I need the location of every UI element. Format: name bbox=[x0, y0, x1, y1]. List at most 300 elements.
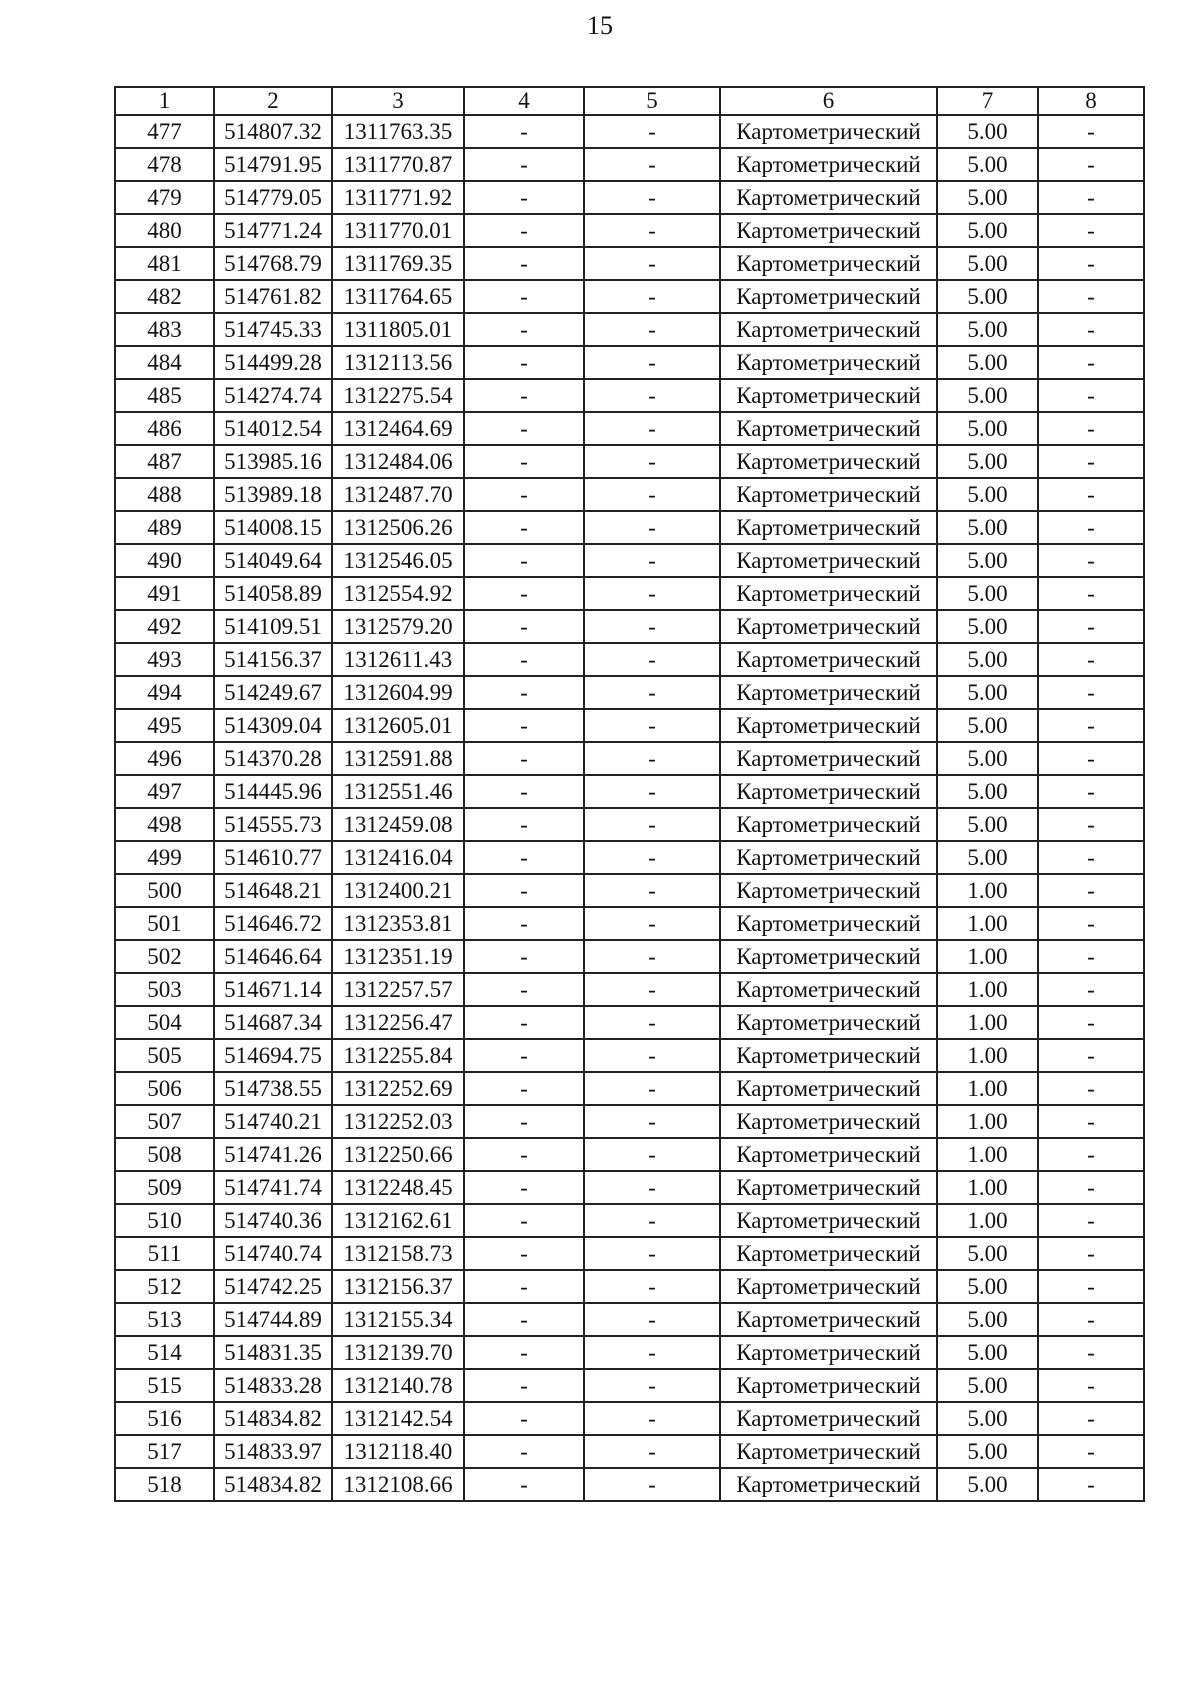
x-coordinate-cell: 514807.32 bbox=[214, 115, 332, 148]
column-4-cell: - bbox=[464, 1369, 584, 1402]
table-row bbox=[115, 1039, 1144, 1072]
column-5-cell: - bbox=[584, 643, 720, 676]
accuracy-cell: 1.00 bbox=[937, 1138, 1038, 1171]
y-coordinate-cell: 1312464.69 bbox=[332, 412, 464, 445]
column-5-cell: - bbox=[584, 1303, 720, 1336]
method-cell: Картометрический bbox=[720, 577, 937, 610]
table-body bbox=[115, 87, 1144, 1501]
point-number-cell: 490 bbox=[115, 544, 214, 577]
page-number: 15 bbox=[587, 11, 613, 40]
accuracy-cell: 1.00 bbox=[937, 874, 1038, 907]
point-number-cell: 505 bbox=[115, 1039, 214, 1072]
column-8-cell: - bbox=[1038, 1006, 1144, 1039]
method-cell: Картометрический bbox=[720, 1270, 937, 1303]
accuracy-cell: 5.00 bbox=[937, 643, 1038, 676]
method-cell: Картометрический bbox=[720, 742, 937, 775]
accuracy-cell: 5.00 bbox=[937, 181, 1038, 214]
x-coordinate-cell: 514610.77 bbox=[214, 841, 332, 874]
y-coordinate-cell: 1311770.01 bbox=[332, 214, 464, 247]
accuracy-cell: 5.00 bbox=[937, 610, 1038, 643]
column-header: 8 bbox=[1038, 87, 1144, 115]
column-4-cell: - bbox=[464, 577, 584, 610]
column-header: 2 bbox=[214, 87, 332, 115]
table-row bbox=[115, 709, 1144, 742]
column-8-cell: - bbox=[1038, 841, 1144, 874]
point-number-cell: 504 bbox=[115, 1006, 214, 1039]
y-coordinate-cell: 1312275.54 bbox=[332, 379, 464, 412]
y-coordinate-cell: 1312579.20 bbox=[332, 610, 464, 643]
column-8-cell: - bbox=[1038, 1402, 1144, 1435]
x-coordinate-cell: 514499.28 bbox=[214, 346, 332, 379]
column-4-cell: - bbox=[464, 874, 584, 907]
x-coordinate-cell: 514274.74 bbox=[214, 379, 332, 412]
table-row bbox=[115, 577, 1144, 610]
column-4-cell: - bbox=[464, 115, 584, 148]
table-row bbox=[115, 1072, 1144, 1105]
table-row bbox=[115, 1270, 1144, 1303]
accuracy-cell: 5.00 bbox=[937, 808, 1038, 841]
column-4-cell: - bbox=[464, 1039, 584, 1072]
point-number-cell: 501 bbox=[115, 907, 214, 940]
y-coordinate-cell: 1311771.92 bbox=[332, 181, 464, 214]
method-cell: Картометрический bbox=[720, 709, 937, 742]
method-cell: Картометрический bbox=[720, 940, 937, 973]
column-8-cell: - bbox=[1038, 148, 1144, 181]
column-4-cell: - bbox=[464, 1138, 584, 1171]
method-cell: Картометрический bbox=[720, 214, 937, 247]
column-4-cell: - bbox=[464, 775, 584, 808]
y-coordinate-cell: 1312139.70 bbox=[332, 1336, 464, 1369]
point-number-cell: 494 bbox=[115, 676, 214, 709]
column-5-cell: - bbox=[584, 1039, 720, 1072]
accuracy-cell: 5.00 bbox=[937, 313, 1038, 346]
accuracy-cell: 1.00 bbox=[937, 940, 1038, 973]
column-8-cell: - bbox=[1038, 313, 1144, 346]
column-8-cell: - bbox=[1038, 511, 1144, 544]
column-8-cell: - bbox=[1038, 346, 1144, 379]
point-number-cell: 500 bbox=[115, 874, 214, 907]
accuracy-cell: 5.00 bbox=[937, 1270, 1038, 1303]
column-8-cell: - bbox=[1038, 709, 1144, 742]
point-number-cell: 482 bbox=[115, 280, 214, 313]
column-8-cell: - bbox=[1038, 808, 1144, 841]
accuracy-cell: 1.00 bbox=[937, 1204, 1038, 1237]
column-4-cell: - bbox=[464, 1270, 584, 1303]
table-row bbox=[115, 1171, 1144, 1204]
column-4-cell: - bbox=[464, 1204, 584, 1237]
table-row bbox=[115, 544, 1144, 577]
accuracy-cell: 5.00 bbox=[937, 742, 1038, 775]
x-coordinate-cell: 514646.64 bbox=[214, 940, 332, 973]
accuracy-cell: 1.00 bbox=[937, 1006, 1038, 1039]
column-4-cell: - bbox=[464, 478, 584, 511]
y-coordinate-cell: 1311805.01 bbox=[332, 313, 464, 346]
column-5-cell: - bbox=[584, 1369, 720, 1402]
y-coordinate-cell: 1312353.81 bbox=[332, 907, 464, 940]
y-coordinate-cell: 1312484.06 bbox=[332, 445, 464, 478]
accuracy-cell: 5.00 bbox=[937, 1303, 1038, 1336]
accuracy-cell: 5.00 bbox=[937, 775, 1038, 808]
x-coordinate-cell: 514555.73 bbox=[214, 808, 332, 841]
point-number-cell: 483 bbox=[115, 313, 214, 346]
y-coordinate-cell: 1312546.05 bbox=[332, 544, 464, 577]
accuracy-cell: 5.00 bbox=[937, 280, 1038, 313]
column-5-cell: - bbox=[584, 1237, 720, 1270]
method-cell: Картометрический bbox=[720, 379, 937, 412]
column-5-cell: - bbox=[584, 940, 720, 973]
column-4-cell: - bbox=[464, 379, 584, 412]
table-row bbox=[115, 676, 1144, 709]
column-8-cell: - bbox=[1038, 115, 1144, 148]
point-number-cell: 486 bbox=[115, 412, 214, 445]
method-cell: Картометрический bbox=[720, 1138, 937, 1171]
method-cell: Картометрический bbox=[720, 1237, 937, 1270]
method-cell: Картометрический bbox=[720, 1072, 937, 1105]
x-coordinate-cell: 514768.79 bbox=[214, 247, 332, 280]
point-number-cell: 507 bbox=[115, 1105, 214, 1138]
table-row bbox=[115, 115, 1144, 148]
method-cell: Картометрический bbox=[720, 1435, 937, 1468]
y-coordinate-cell: 1312604.99 bbox=[332, 676, 464, 709]
column-4-cell: - bbox=[464, 841, 584, 874]
table-row bbox=[115, 1468, 1144, 1501]
x-coordinate-cell: 514648.21 bbox=[214, 874, 332, 907]
column-5-cell: - bbox=[584, 511, 720, 544]
column-4-cell: - bbox=[464, 313, 584, 346]
y-coordinate-cell: 1312506.26 bbox=[332, 511, 464, 544]
column-4-cell: - bbox=[464, 907, 584, 940]
method-cell: Картометрический bbox=[720, 1171, 937, 1204]
method-cell: Картометрический bbox=[720, 1204, 937, 1237]
column-4-cell: - bbox=[464, 544, 584, 577]
accuracy-cell: 1.00 bbox=[937, 1039, 1038, 1072]
accuracy-cell: 5.00 bbox=[937, 478, 1038, 511]
accuracy-cell: 5.00 bbox=[937, 511, 1038, 544]
accuracy-cell: 5.00 bbox=[937, 1468, 1038, 1501]
x-coordinate-cell: 514740.74 bbox=[214, 1237, 332, 1270]
method-cell: Картометрический bbox=[720, 1336, 937, 1369]
method-cell: Картометрический bbox=[720, 1402, 937, 1435]
table-row bbox=[115, 214, 1144, 247]
column-5-cell: - bbox=[584, 346, 720, 379]
method-cell: Картометрический bbox=[720, 610, 937, 643]
table-header-row bbox=[115, 87, 1144, 115]
accuracy-cell: 5.00 bbox=[937, 1402, 1038, 1435]
point-number-cell: 481 bbox=[115, 247, 214, 280]
accuracy-cell: 1.00 bbox=[937, 1105, 1038, 1138]
coordinates-table bbox=[114, 86, 1145, 1502]
point-number-cell: 495 bbox=[115, 709, 214, 742]
column-8-cell: - bbox=[1038, 907, 1144, 940]
column-5-cell: - bbox=[584, 115, 720, 148]
x-coordinate-cell: 514742.25 bbox=[214, 1270, 332, 1303]
column-4-cell: - bbox=[464, 412, 584, 445]
point-number-cell: 497 bbox=[115, 775, 214, 808]
column-5-cell: - bbox=[584, 874, 720, 907]
point-number-cell: 516 bbox=[115, 1402, 214, 1435]
method-cell: Картометрический bbox=[720, 1369, 937, 1402]
column-5-cell: - bbox=[584, 313, 720, 346]
accuracy-cell: 5.00 bbox=[937, 1369, 1038, 1402]
table-row bbox=[115, 148, 1144, 181]
point-number-cell: 485 bbox=[115, 379, 214, 412]
accuracy-cell: 5.00 bbox=[937, 1336, 1038, 1369]
column-header: 4 bbox=[464, 87, 584, 115]
column-header: 7 bbox=[937, 87, 1038, 115]
column-8-cell: - bbox=[1038, 874, 1144, 907]
y-coordinate-cell: 1312605.01 bbox=[332, 709, 464, 742]
column-8-cell: - bbox=[1038, 1270, 1144, 1303]
column-8-cell: - bbox=[1038, 643, 1144, 676]
point-number-cell: 506 bbox=[115, 1072, 214, 1105]
column-5-cell: - bbox=[584, 412, 720, 445]
column-4-cell: - bbox=[464, 742, 584, 775]
column-4-cell: - bbox=[464, 676, 584, 709]
column-4-cell: - bbox=[464, 1336, 584, 1369]
column-header: 6 bbox=[720, 87, 937, 115]
point-number-cell: 487 bbox=[115, 445, 214, 478]
method-cell: Картометрический bbox=[720, 1105, 937, 1138]
y-coordinate-cell: 1312416.04 bbox=[332, 841, 464, 874]
point-number-cell: 499 bbox=[115, 841, 214, 874]
table-row bbox=[115, 841, 1144, 874]
y-coordinate-cell: 1312256.47 bbox=[332, 1006, 464, 1039]
accuracy-cell: 5.00 bbox=[937, 841, 1038, 874]
y-coordinate-cell: 1312252.03 bbox=[332, 1105, 464, 1138]
method-cell: Картометрический bbox=[720, 874, 937, 907]
y-coordinate-cell: 1312158.73 bbox=[332, 1237, 464, 1270]
column-5-cell: - bbox=[584, 973, 720, 1006]
column-5-cell: - bbox=[584, 1435, 720, 1468]
column-5-cell: - bbox=[584, 445, 720, 478]
column-5-cell: - bbox=[584, 214, 720, 247]
column-8-cell: - bbox=[1038, 1105, 1144, 1138]
column-8-cell: - bbox=[1038, 676, 1144, 709]
column-5-cell: - bbox=[584, 1006, 720, 1039]
point-number-cell: 514 bbox=[115, 1336, 214, 1369]
point-number-cell: 480 bbox=[115, 214, 214, 247]
column-8-cell: - bbox=[1038, 973, 1144, 1006]
column-8-cell: - bbox=[1038, 577, 1144, 610]
point-number-cell: 511 bbox=[115, 1237, 214, 1270]
column-5-cell: - bbox=[584, 1171, 720, 1204]
x-coordinate-cell: 514309.04 bbox=[214, 709, 332, 742]
accuracy-cell: 5.00 bbox=[937, 148, 1038, 181]
column-5-cell: - bbox=[584, 1072, 720, 1105]
x-coordinate-cell: 514687.34 bbox=[214, 1006, 332, 1039]
accuracy-cell: 5.00 bbox=[937, 577, 1038, 610]
method-cell: Картометрический bbox=[720, 181, 937, 214]
point-number-cell: 512 bbox=[115, 1270, 214, 1303]
column-5-cell: - bbox=[584, 379, 720, 412]
point-number-cell: 503 bbox=[115, 973, 214, 1006]
accuracy-cell: 5.00 bbox=[937, 247, 1038, 280]
y-coordinate-cell: 1312140.78 bbox=[332, 1369, 464, 1402]
column-5-cell: - bbox=[584, 1105, 720, 1138]
accuracy-cell: 5.00 bbox=[937, 1237, 1038, 1270]
y-coordinate-cell: 1312551.46 bbox=[332, 775, 464, 808]
x-coordinate-cell: 514833.28 bbox=[214, 1369, 332, 1402]
column-5-cell: - bbox=[584, 808, 720, 841]
column-header: 1 bbox=[115, 87, 214, 115]
method-cell: Картометрический bbox=[720, 511, 937, 544]
table-row bbox=[115, 1237, 1144, 1270]
column-4-cell: - bbox=[464, 610, 584, 643]
x-coordinate-cell: 514833.97 bbox=[214, 1435, 332, 1468]
method-cell: Картометрический bbox=[720, 775, 937, 808]
y-coordinate-cell: 1312142.54 bbox=[332, 1402, 464, 1435]
table-row bbox=[115, 1303, 1144, 1336]
column-5-cell: - bbox=[584, 544, 720, 577]
column-4-cell: - bbox=[464, 973, 584, 1006]
accuracy-cell: 5.00 bbox=[937, 379, 1038, 412]
accuracy-cell: 5.00 bbox=[937, 676, 1038, 709]
x-coordinate-cell: 514740.21 bbox=[214, 1105, 332, 1138]
accuracy-cell: 1.00 bbox=[937, 1072, 1038, 1105]
y-coordinate-cell: 1312257.57 bbox=[332, 973, 464, 1006]
column-4-cell: - bbox=[464, 1072, 584, 1105]
x-coordinate-cell: 513985.16 bbox=[214, 445, 332, 478]
y-coordinate-cell: 1312611.43 bbox=[332, 643, 464, 676]
method-cell: Картометрический bbox=[720, 973, 937, 1006]
column-8-cell: - bbox=[1038, 610, 1144, 643]
point-number-cell: 517 bbox=[115, 1435, 214, 1468]
column-5-cell: - bbox=[584, 1402, 720, 1435]
x-coordinate-cell: 514445.96 bbox=[214, 775, 332, 808]
point-number-cell: 491 bbox=[115, 577, 214, 610]
column-8-cell: - bbox=[1038, 247, 1144, 280]
method-cell: Картометрический bbox=[720, 478, 937, 511]
table-row bbox=[115, 1006, 1144, 1039]
column-8-cell: - bbox=[1038, 775, 1144, 808]
table-row bbox=[115, 1204, 1144, 1237]
column-4-cell: - bbox=[464, 643, 584, 676]
point-number-cell: 492 bbox=[115, 610, 214, 643]
column-8-cell: - bbox=[1038, 1171, 1144, 1204]
point-number-cell: 509 bbox=[115, 1171, 214, 1204]
accuracy-cell: 5.00 bbox=[937, 445, 1038, 478]
column-4-cell: - bbox=[464, 511, 584, 544]
accuracy-cell: 1.00 bbox=[937, 907, 1038, 940]
x-coordinate-cell: 514771.24 bbox=[214, 214, 332, 247]
table-row bbox=[115, 1138, 1144, 1171]
table-row bbox=[115, 181, 1144, 214]
column-8-cell: - bbox=[1038, 1303, 1144, 1336]
column-8-cell: - bbox=[1038, 1204, 1144, 1237]
column-4-cell: - bbox=[464, 1105, 584, 1138]
y-coordinate-cell: 1312351.19 bbox=[332, 940, 464, 973]
x-coordinate-cell: 514741.26 bbox=[214, 1138, 332, 1171]
column-5-cell: - bbox=[584, 676, 720, 709]
point-number-cell: 478 bbox=[115, 148, 214, 181]
x-coordinate-cell: 514791.95 bbox=[214, 148, 332, 181]
column-5-cell: - bbox=[584, 280, 720, 313]
x-coordinate-cell: 514049.64 bbox=[214, 544, 332, 577]
column-8-cell: - bbox=[1038, 478, 1144, 511]
point-number-cell: 498 bbox=[115, 808, 214, 841]
method-cell: Картометрический bbox=[720, 1039, 937, 1072]
x-coordinate-cell: 514741.74 bbox=[214, 1171, 332, 1204]
table-row bbox=[115, 1435, 1144, 1468]
table-row bbox=[115, 247, 1144, 280]
column-5-cell: - bbox=[584, 577, 720, 610]
point-number-cell: 518 bbox=[115, 1468, 214, 1501]
column-8-cell: - bbox=[1038, 181, 1144, 214]
method-cell: Картометрический bbox=[720, 280, 937, 313]
column-4-cell: - bbox=[464, 1237, 584, 1270]
table-row bbox=[115, 874, 1144, 907]
column-5-cell: - bbox=[584, 181, 720, 214]
accuracy-cell: 1.00 bbox=[937, 973, 1038, 1006]
x-coordinate-cell: 513989.18 bbox=[214, 478, 332, 511]
column-4-cell: - bbox=[464, 940, 584, 973]
column-4-cell: - bbox=[464, 709, 584, 742]
point-number-cell: 508 bbox=[115, 1138, 214, 1171]
column-4-cell: - bbox=[464, 1402, 584, 1435]
y-coordinate-cell: 1312255.84 bbox=[332, 1039, 464, 1072]
column-4-cell: - bbox=[464, 181, 584, 214]
column-8-cell: - bbox=[1038, 1336, 1144, 1369]
table-row bbox=[115, 379, 1144, 412]
x-coordinate-cell: 514745.33 bbox=[214, 313, 332, 346]
column-5-cell: - bbox=[584, 742, 720, 775]
column-5-cell: - bbox=[584, 709, 720, 742]
accuracy-cell: 5.00 bbox=[937, 412, 1038, 445]
column-5-cell: - bbox=[584, 1138, 720, 1171]
x-coordinate-cell: 514834.82 bbox=[214, 1468, 332, 1501]
table-row bbox=[115, 643, 1144, 676]
table-row bbox=[115, 1105, 1144, 1138]
y-coordinate-cell: 1312250.66 bbox=[332, 1138, 464, 1171]
column-4-cell: - bbox=[464, 247, 584, 280]
column-4-cell: - bbox=[464, 280, 584, 313]
column-8-cell: - bbox=[1038, 379, 1144, 412]
column-5-cell: - bbox=[584, 1468, 720, 1501]
point-number-cell: 513 bbox=[115, 1303, 214, 1336]
method-cell: Картометрический bbox=[720, 346, 937, 379]
y-coordinate-cell: 1312459.08 bbox=[332, 808, 464, 841]
method-cell: Картометрический bbox=[720, 313, 937, 346]
point-number-cell: 515 bbox=[115, 1369, 214, 1402]
column-5-cell: - bbox=[584, 1336, 720, 1369]
point-number-cell: 510 bbox=[115, 1204, 214, 1237]
x-coordinate-cell: 514109.51 bbox=[214, 610, 332, 643]
column-8-cell: - bbox=[1038, 445, 1144, 478]
x-coordinate-cell: 514738.55 bbox=[214, 1072, 332, 1105]
table-row bbox=[115, 973, 1144, 1006]
method-cell: Картометрический bbox=[720, 643, 937, 676]
point-number-cell: 488 bbox=[115, 478, 214, 511]
x-coordinate-cell: 514646.72 bbox=[214, 907, 332, 940]
column-8-cell: - bbox=[1038, 1435, 1144, 1468]
y-coordinate-cell: 1312156.37 bbox=[332, 1270, 464, 1303]
accuracy-cell: 5.00 bbox=[937, 1435, 1038, 1468]
table-row bbox=[115, 940, 1144, 973]
method-cell: Картометрический bbox=[720, 676, 937, 709]
method-cell: Картометрический bbox=[720, 1006, 937, 1039]
table-row bbox=[115, 445, 1144, 478]
x-coordinate-cell: 514740.36 bbox=[214, 1204, 332, 1237]
column-5-cell: - bbox=[584, 247, 720, 280]
column-4-cell: - bbox=[464, 346, 584, 379]
column-4-cell: - bbox=[464, 1435, 584, 1468]
column-8-cell: - bbox=[1038, 1237, 1144, 1270]
table-row bbox=[115, 1336, 1144, 1369]
column-8-cell: - bbox=[1038, 742, 1144, 775]
column-8-cell: - bbox=[1038, 940, 1144, 973]
point-number-cell: 489 bbox=[115, 511, 214, 544]
accuracy-cell: 5.00 bbox=[937, 115, 1038, 148]
